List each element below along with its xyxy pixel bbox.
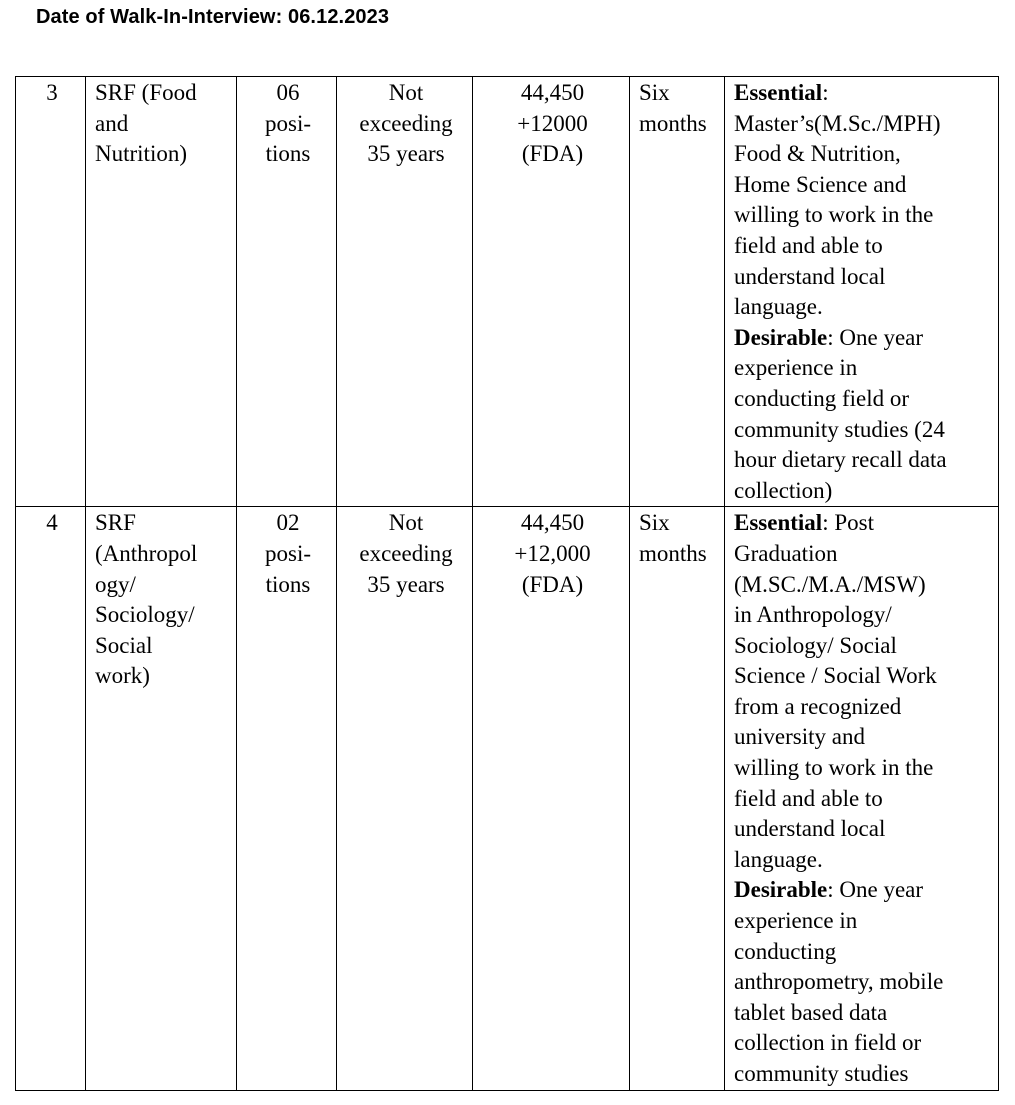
post-name-cell [86,507,237,1090]
cell-line: field and able to [734,232,883,258]
cell-line: 35 years [367,141,445,167]
desirable-heading-line [734,875,992,906]
positions-cell [237,77,337,507]
desirable-heading-line [734,323,992,354]
cell-line: conducting field or [734,385,910,411]
cell-line: Not [388,80,424,105]
cell-line: tablet based data [734,999,888,1025]
cell-line: Science / Social Work [734,663,937,689]
serial-number-cell [16,507,86,1090]
essential-first-text: : Post [822,510,874,536]
cell-line: hour dietary recall data [734,447,947,473]
serial-number-cell [16,77,86,507]
cell-line: Sociology/ [95,602,195,628]
cell-line: willing to work in the [734,202,934,228]
cell-line: Home Science and [734,171,907,197]
cell-line: experience in [734,908,858,934]
cell-line: understand local [734,263,886,289]
positions-table [15,76,999,1091]
cell-line: willing to work in the [734,755,934,781]
cell-line: (FDA) [521,141,584,167]
cell-line: Food & Nutrition, [734,141,901,167]
cell-line: (FDA) [521,571,584,597]
cell-line: from a recognized [734,693,902,719]
cell-line: exceeding [359,110,453,136]
cell-line: community studies [734,1061,909,1086]
cell-line: +12000 [517,110,588,136]
cell-line: language. [734,294,823,320]
desirable-first-text: : One year [827,877,924,903]
duration-cell [630,77,725,507]
cell-line: Six [639,80,670,105]
cell-line: Graduation [734,540,838,566]
age-limit-cell [337,507,473,1090]
cell-line: conducting [734,938,837,964]
interview-date-heading: Date of Walk-In-Interview: 06.12.2023 [36,6,390,28]
cell-line: +12,000 [514,540,591,566]
qualification-cell [725,507,999,1090]
cell-line: Nutrition) [95,141,187,167]
serial-number: 4 [46,510,58,536]
cell-line: tions [265,141,311,167]
essential-heading-line [734,508,992,539]
cell-line: language. [734,846,823,872]
essential-heading-line [734,78,992,109]
cell-line: collection) [734,477,833,503]
cell-line: exceeding [359,540,453,566]
cell-line: 44,450 [520,80,585,105]
cell-line: work) [95,663,150,689]
essential-label: Essential [734,510,823,536]
cell-line: Six [639,510,670,536]
cell-line: collection in field or [734,1030,922,1056]
cell-line: and [95,110,129,136]
cell-line: 44,450 [520,510,585,536]
post-name-cell [86,77,237,507]
cell-line: months [639,540,707,566]
cell-line: Social [95,632,153,658]
table-row [16,77,999,507]
desirable-first-text: : One year [827,324,924,350]
salary-cell [473,77,630,507]
cell-line: university and [734,724,865,750]
essential-first-text: : [822,80,829,105]
cell-line: 06 [276,80,300,105]
cell-line: understand local [734,816,886,842]
cell-line: SRF (Food [95,80,197,105]
duration-cell [630,507,725,1090]
cell-line: (M.SC./M.A./MSW) [734,571,926,597]
cell-line: community studies (24 [734,416,945,442]
cell-line: Master’s(M.Sc./MPH) [734,110,941,136]
table-row [16,507,999,1090]
cell-line: ogy/ [95,571,136,597]
age-limit-cell [337,77,473,507]
cell-line: 02 [276,510,300,536]
cell-line: field and able to [734,785,883,811]
essential-label: Essential [734,80,823,105]
cell-line: posi- [265,110,311,136]
qualification-cell [725,77,999,507]
cell-line: tions [265,571,311,597]
cell-line: posi- [265,540,311,566]
cell-line: in Anthropology/ [734,602,892,628]
cell-line: (Anthropol [95,540,198,566]
salary-cell [473,507,630,1090]
positions-cell [237,507,337,1090]
desirable-label: Desirable [734,324,828,350]
cell-line: Sociology/ Social [734,632,897,658]
cell-line: months [639,110,707,136]
cell-line: anthropometry, mobile [734,969,944,995]
serial-number: 3 [46,80,58,105]
cell-line: SRF [95,510,136,536]
cell-line: Not [388,510,424,536]
cell-line: 35 years [367,571,445,597]
desirable-label: Desirable [734,877,828,903]
cell-line: experience in [734,355,858,381]
